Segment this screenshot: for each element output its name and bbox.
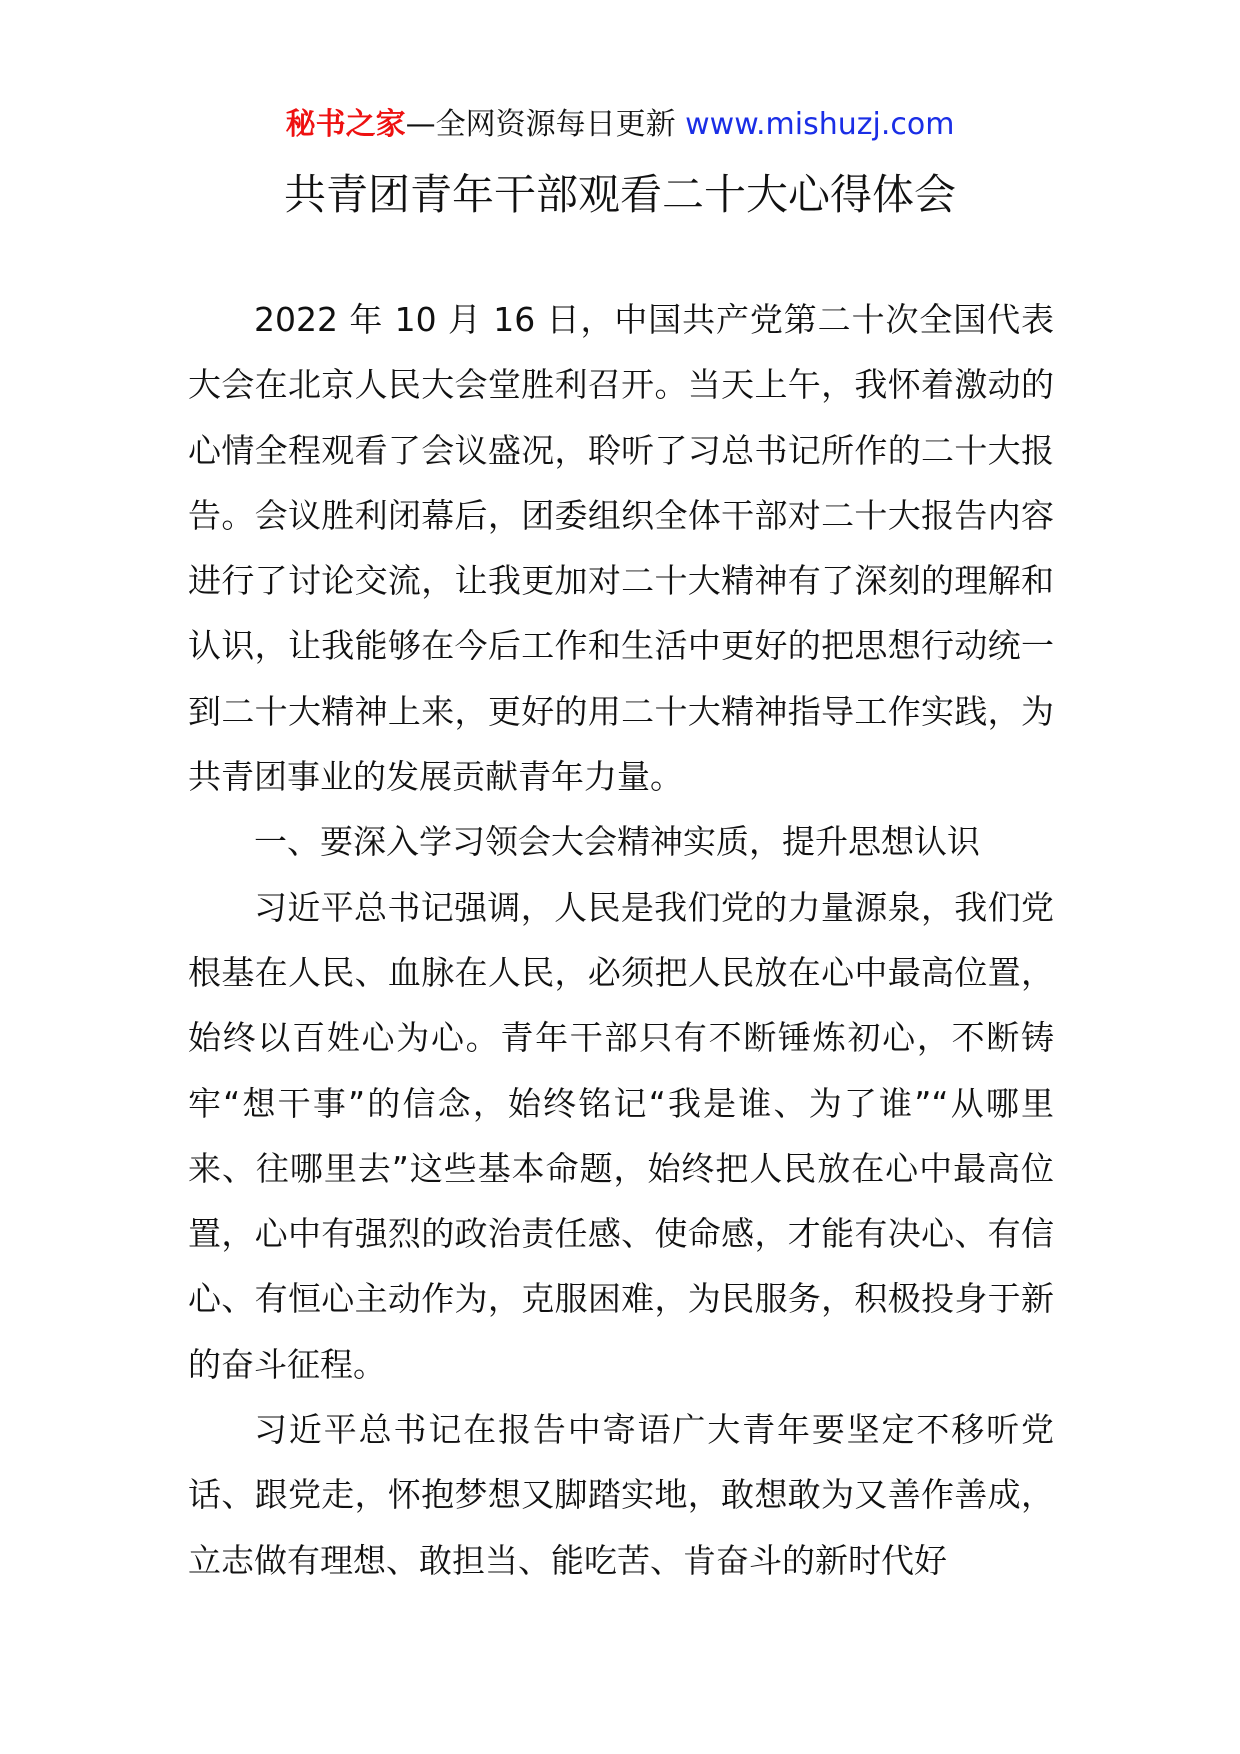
document-body bbox=[188, 287, 1054, 1593]
paragraph-section-1-b: 习近平总书记在报告中寄语广大青年要坚定不移听党话、跟党走，怀抱梦想又脚踏实地，敢想敢为又善作善成，立志做有理想、敢担当、能吃苦、肯奋斗的新时代好 bbox=[188, 1410, 1054, 1580]
header-tagline: —全网资源每日更新 bbox=[405, 107, 686, 142]
brand-name: 秘书之家 bbox=[285, 107, 406, 142]
paragraph-intro: 2022 年 10 月 16 日，中国共产党第二十次全国代表大会在北京人民大会堂胜利召开。当天上午，我怀着激动的心情全程观看了会议盛况，聆听了习总书记所作的二十大报告。会议胜利闭幕后，团委组织全体干部对二十大报告内容进行了讨论交流，让我更加对二十大精神有了深刻的理解和认识，让我能够在今后工作和生活中更好的把思想行动统一到二十大精神上来，更好的用二十大精神指导工作实践，为共青团事业的发展贡献青年力量。 bbox=[188, 300, 1054, 797]
site-header bbox=[0, 98, 1240, 152]
document-title: 共青团青年干部观看二十大心得体会 bbox=[283, 170, 956, 219]
section-heading-1: 一、要深入学习领会大会精神实质，提升思想认识 bbox=[254, 822, 980, 862]
site-url-link[interactable]: www.mishuzj.com bbox=[685, 107, 955, 142]
paragraph-section-1-a: 习近平总书记强调，人民是我们党的力量源泉，我们党根基在人民、血脉在人民，必须把人民放在心中最高位置，始终以百姓心为心。青年干部只有不断锤炼初心，不断铸牢“想干事”的信念，始终铭记“我是谁、为了谁”“从哪里来、往哪里去”这些基本命题，始终把人民放在心中最高位置，心中有强烈的政治责任感、使命感，才能有决心、有信心、有恒心主动作为，克服困难，为民服务，积极投身于新的奋斗征程。 bbox=[188, 887, 1054, 1384]
